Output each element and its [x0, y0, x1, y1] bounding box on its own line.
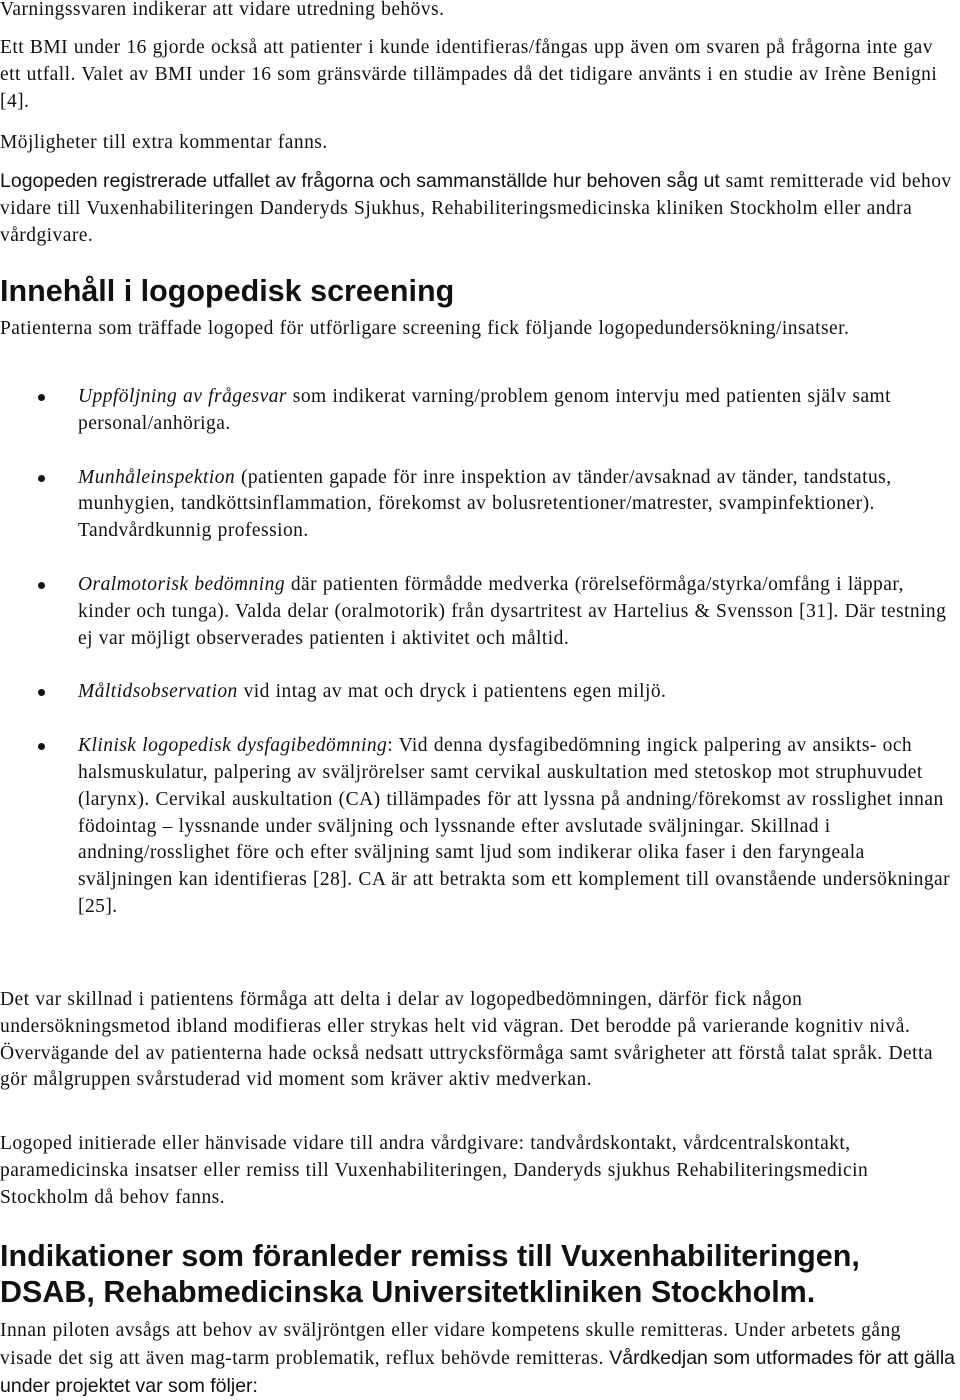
bullet-dot-icon [38, 475, 45, 482]
warning-line: Varningssvaren indikerar att vidare utredning behövs. [0, 0, 445, 20]
list-item-text: där patienten förmådde medverka (rörelseförmåga/styrka/omfång i läppar, kinder och tunga). Valda delar (oralmotorik) från dysartritest av Hartelius & Svensson [31]. Där testning ej var möjligt observerades patienten i aktivitet och måltid. [78, 573, 947, 649]
list-item-term: Måltidsobservation [78, 681, 238, 703]
list-item-term: Oralmotorisk bedömning [78, 573, 286, 595]
bullet-dot-icon [38, 743, 45, 750]
pilot-paragraph [0, 1318, 958, 1400]
section-heading-indications: Indikationer som föranleder remiss till Vuxenhabiliteringen, DSAB, Rehabmedicinska Universitetkliniken Stockholm. [0, 1239, 860, 1309]
section-heading-screening: Innehåll i logopedisk screening [0, 274, 455, 308]
list-item [0, 465, 958, 545]
referral-paragraph: Logoped initierade eller hänvisade vidare till andra vårdgivare: tandvårdskontakt, vårdcentralskontakt, paramedicinska insatser eller remiss till Vuxenhabiliteringen, Danderyds sjukhus Rehabiliteringsmedicin Stockholm då behov fanns. [0, 1133, 869, 1208]
registration-paragraph [0, 168, 958, 249]
registration-sans-text: Logopeden registrerade utfallet av frågorna och sammanställde hur behoven såg ut [0, 170, 720, 192]
bullet-dot-icon [38, 689, 45, 696]
comments-paragraph: Möjligheter till extra kommentar fanns. [0, 132, 328, 153]
screening-intro: Patienterna som träffade logoped för utförligare screening fick följande logopedundersökning/insatser. [0, 318, 850, 339]
list-item-term: Uppföljning av frågesvar [78, 386, 287, 407]
bmi-paragraph: Ett BMI under 16 gjorde också att patienter i kunde identifieras/fångas upp även om svaren på frågorna inte gav ett utfall. Valet av BMI under 16 som gränsvärde tillämpades då det tidigare använts i en studie av Irène Benigni [4]. [0, 37, 938, 112]
pilot-sans-text: Vårdkedjan som utformades för att gälla under projektet var som följer: [0, 1346, 956, 1397]
list-item-text: som indikerat varning/problem genom intervju med patienten själv samt personal/anhöriga. [78, 386, 892, 434]
bullet-dot-icon [38, 582, 45, 589]
list-item [0, 733, 958, 921]
list-item-text: (patienten gapade för inre inspektion av tänder/avsaknad av tänder, tandstatus, munhygien, tandköttsinflammation, förekomst av bolusretentioner/matrester, svampinfektioner). Tandvårdkunnig profession. [78, 466, 892, 542]
difference-paragraph: Det var skillnad i patientens förmåga att delta i delar av logopedbedömningen, därför fick någon undersökningsmetod ibland modifieras eller strykas helt vid vägran. Det berodde på varierande kognitiv nivå. Övervägande del av patienterna hade också nedsatt uttrycksförmåga samt svårigheter att förstå talat språk. Detta gör målgruppen svårstuderad vid moment som kräver aktiv medverkan. [0, 989, 933, 1091]
bullet-dot-icon [38, 394, 45, 401]
screening-list [0, 384, 958, 948]
list-item [0, 572, 958, 652]
list-item-text: vid intag av mat och dryck i patientens egen miljö. [237, 681, 667, 703]
list-item-term: Klinisk logopedisk dysfagibedömning [78, 735, 388, 757]
list-item-text: : Vid denna dysfagibedömning ingick palpering av ansikts- och halsmuskulatur, palpering av sväljrörelser samt cervikal auskultation med stetoskop mot struphuvudet (larynx). Cervikal auskultation (CA) tillämpades för att lyssna på andning/förekomst av rosslighet innan födointag – lyssnande under sväljning och lyssnande efter avslutade sväljningar. Skillnad i andning/rosslighet före och efter sväljning samt ljud som indikerar olika faser i den faryngeala sväljningen kan identifieras [28]. CA är att betrakta som ett komplement till ovanstående undersökningar [25]. [78, 735, 951, 917]
list-item [0, 384, 958, 438]
list-item [0, 679, 958, 706]
list-item-term: Munhåleinspektion [78, 466, 236, 488]
registration-serif-text: samt remitterade vid behov vidare till Vuxenhabiliteringen Danderyds Sjukhus, Rehabiliteringsmedicinska kliniken Stockholm eller andra vårdgivare. [0, 171, 952, 246]
pilot-serif-text: Innan piloten avsågs att behov av sväljröntgen eller vidare kompetens skulle remitteras. Under arbetets gång visade det sig att även mag-tarm problematik, reflux behövde remitteras. [0, 1320, 901, 1369]
